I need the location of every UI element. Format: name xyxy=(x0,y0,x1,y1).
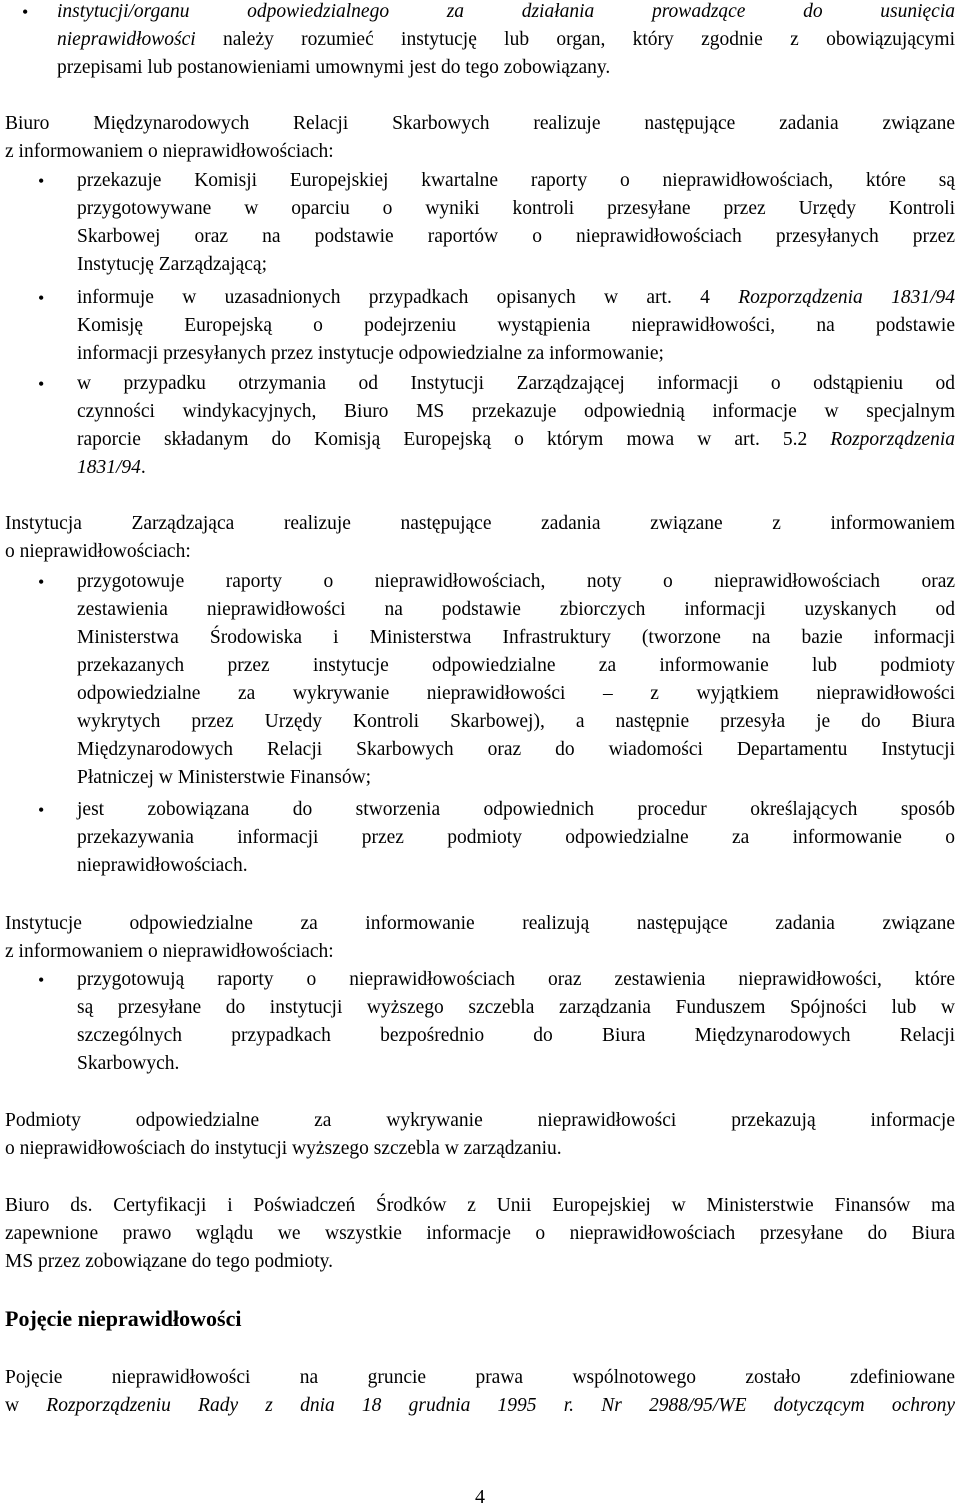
paragraph-line: o nieprawidłowościach: xyxy=(5,541,191,562)
page-number: 4 xyxy=(475,1486,485,1508)
paragraph-line: Instytucje odpowiedzialne za informowanie realizują następujące zadania związane xyxy=(5,913,955,934)
bullet-marker: • xyxy=(38,572,45,592)
paragraph-line: MS przez zobowiązane do tego podmioty. xyxy=(5,1251,333,1272)
paragraph-line: Biuro ds. Certyfikacji i Poświadczeń Środków z Unii Europejskiej w Ministerstwie Finansów ma xyxy=(5,1195,955,1216)
italic-term: Rozporządzeniu Rady z dnia 18 grudnia 1995 r. Nr 2988/95/WE dotyczącym ochrony xyxy=(46,1395,955,1416)
bullet-marker: • xyxy=(38,374,45,394)
italic-term: Rozporządzenia 1831/94 xyxy=(738,287,955,308)
list-line: odpowiedzialne za wykrywanie nieprawidłowości – z wyjątkiem nieprawidłowości xyxy=(77,683,955,704)
list-line: zestawienia nieprawidłowości na podstawie zbiorczych informacji uzyskanych od xyxy=(77,599,955,620)
list-line: Ministerstwa Środowiska i Ministerstwa Infrastruktury (tworzone na bazie informacji xyxy=(77,627,955,648)
list-line xyxy=(77,426,955,454)
list-line: przekazuje Komisji Europejskiej kwartalne raporty o nieprawidłowościach, które są xyxy=(77,170,955,191)
text-line: przepisami lub postanowieniami umownymi jest do tego zobowiązany. xyxy=(57,57,611,78)
section-heading: Pojęcie nieprawidłowości xyxy=(5,1306,242,1331)
bullet-marker: • xyxy=(38,800,45,820)
list-line: przekazanych przez instytucje odpowiedzialne za informowanie lub podmioty xyxy=(77,655,955,676)
list-line: nieprawidłowościach. xyxy=(77,855,248,876)
paragraph-line: z informowaniem o nieprawidłowościach: xyxy=(5,941,334,962)
paragraph-line: Pojęcie nieprawidłowości na gruncie prawa wspólnotowego zostało zdefiniowane xyxy=(5,1367,955,1388)
list-line: w przypadku otrzymania od Instytucji Zarządzającej informacji o odstąpieniu od xyxy=(77,373,955,394)
list-line: Międzynarodowych Relacji Skarbowych oraz do wiadomości Departamentu Instytucji xyxy=(77,739,955,760)
text-line: instytucji/organu odpowiedzialnego za działania prowadzące do usunięcia xyxy=(57,1,955,22)
bullet-marker: • xyxy=(38,970,45,990)
paragraph-line: Podmioty odpowiedzialne za wykrywanie nieprawidłowości przekazują informacje xyxy=(5,1110,955,1131)
italic-term: Rozporządzenia xyxy=(830,429,955,450)
list-line: przekazywania informacji przez podmioty odpowiedzialne za informowanie o xyxy=(77,827,955,848)
list-line xyxy=(77,284,955,312)
list-line: czynności windykacyjnych, Biuro MS przekazuje odpowiednią informacje w specjalnym xyxy=(77,401,955,422)
list-line: Skarbowych. xyxy=(77,1053,180,1074)
list-line: są przesyłane do instytucji wyższego szczebla zarządzania Funduszem Spójności lub w xyxy=(77,997,955,1018)
italic-term: 1831/94 xyxy=(77,457,141,478)
list-line: szczególnych przypadkach bezpośrednio do Biura Międzynarodowych Relacji xyxy=(77,1025,955,1046)
list-line: wykrytych przez Urzędy Kontroli Skarbowej), a następnie przesyła je do Biura xyxy=(77,711,955,732)
text-span: w xyxy=(5,1395,47,1416)
paragraph-line: o nieprawidłowościach do instytucji wyższego szczebla w zarządzaniu. xyxy=(5,1138,562,1159)
paragraph-line: Instytucja Zarządzająca realizuje następujące zadania związane z informowaniem xyxy=(5,513,955,534)
paragraph-line: zapewnione prawo wglądu we wszystkie informacje o nieprawidłowościach przesyłane do Biura xyxy=(5,1223,955,1244)
text-span: raporcie składanym do Komisją Europejską o którym mowa w art. 5.2 xyxy=(77,429,831,450)
bullet-marker: • xyxy=(38,288,45,308)
list-line: informacji przesyłanych przez instytucje odpowiedzialne za informowanie; xyxy=(77,343,664,364)
text-line xyxy=(57,26,955,54)
italic-term: nieprawidłowości xyxy=(57,29,196,50)
text-span: . xyxy=(140,457,146,478)
list-line: Komisję Europejską o podejrzeniu wystąpienia nieprawidłowości, na podstawie xyxy=(77,315,955,336)
text-span: należy rozumieć instytucję lub organ, który zgodnie z obowiązującymi xyxy=(195,29,955,50)
list-line xyxy=(77,454,146,482)
paragraph-line: Biuro Międzynarodowych Relacji Skarbowych realizuje następujące zadania związane xyxy=(5,113,955,134)
list-line: Płatniczej w Ministerstwie Finansów; xyxy=(77,767,372,788)
list-line: przygotowuje raporty o nieprawidłowościach, noty o nieprawidłowościach oraz xyxy=(77,571,955,592)
list-line: przygotowywane w oparciu o wyniki kontroli przesyłane przez Urzędy Kontroli xyxy=(77,198,955,219)
bullet-marker: • xyxy=(38,171,45,191)
paragraph-line xyxy=(5,1392,955,1420)
list-line: jest zobowiązana do stworzenia odpowiednich procedur określających sposób xyxy=(77,799,955,820)
paragraph-line: z informowaniem o nieprawidłowościach: xyxy=(5,141,334,162)
text-span: informuje w uzasadnionych przypadkach opisanych w art. 4 xyxy=(77,287,739,308)
list-line: Skarbowej oraz na podstawie raportów o nieprawidłowościach przesyłanych przez xyxy=(77,226,955,247)
list-line: Instytucję Zarządzającą; xyxy=(77,254,268,275)
list-line: przygotowują raporty o nieprawidłowościach oraz zestawienia nieprawidłowości, które xyxy=(77,969,955,990)
bullet-marker: • xyxy=(22,2,29,22)
